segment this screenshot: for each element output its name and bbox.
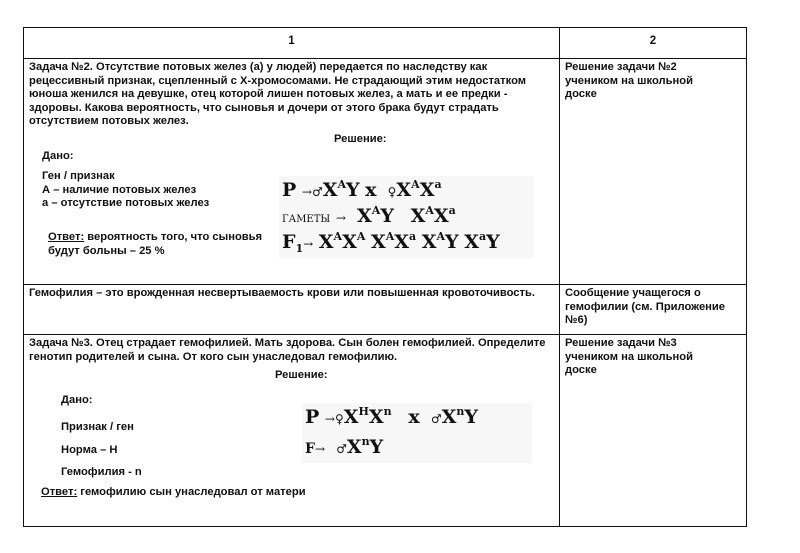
parents-line (282, 178, 442, 201)
task-3-answer (41, 486, 441, 500)
allele: A (333, 230, 343, 243)
allele: A (385, 230, 395, 243)
lesson-table (23, 27, 747, 527)
allele: A (425, 204, 434, 217)
column-header-1: 1 (288, 35, 295, 47)
chromosome: Y (346, 179, 360, 201)
answer-label: Ответ: (41, 486, 78, 498)
allele: n (383, 405, 392, 418)
chromosome: X (396, 179, 412, 201)
given-line: Ген / признак (42, 170, 115, 182)
male-icon: ♂ (311, 185, 323, 199)
task-3-given-list (61, 416, 261, 484)
task-2-genetics-formula (279, 176, 534, 258)
chromosome: X (441, 406, 457, 428)
allele: A (356, 230, 366, 243)
male-icon: ♂ (336, 442, 347, 456)
chromosome: X (410, 205, 426, 227)
task-2-solution-label: Решение: (334, 133, 387, 145)
given-line: а – отсутствие потовых желез (42, 197, 210, 210)
f1-subscript: 1 (295, 242, 304, 255)
arrow-icon: → (324, 412, 335, 426)
allele: H (358, 405, 369, 418)
header-divider (24, 58, 746, 59)
p-label: P (282, 179, 297, 201)
task-3-genetics-formula (302, 403, 532, 463)
chromosome: X (357, 205, 372, 227)
allele: A (337, 178, 346, 191)
female-icon: ♀ (387, 185, 397, 199)
chromosome: X (322, 179, 338, 201)
chromosome: Y (464, 406, 478, 428)
allele: n (456, 405, 465, 418)
allele: A (371, 204, 381, 217)
chromosome: X (343, 406, 359, 428)
chromosome: X (433, 205, 449, 227)
f-label: F (305, 441, 315, 457)
task-2-note: Решение задачи №2 учеником на школьной доске (565, 61, 693, 101)
task-2-text: Задача №2. Отсутствие потовых желез (а) у людей) передается по наследству как рецессивный признак, сцепленный с Х-хромосомами. Не страдающий этим недостатком юноша женился на девушке, отец которой лишен потовых желез, а мать и ее предки - здоровы. Какова вероятность, что сыновья и дочери от этого брака будут страдать отсутствием потовых желез. (29, 61, 527, 128)
allele: a (478, 230, 487, 243)
f1-label: F (282, 231, 296, 253)
chromosome: X (421, 231, 437, 253)
gametes-line (282, 204, 456, 227)
hemophilia-definition: Гемофилия – это врожденная несвертываемость крови или повышенная кровоточивость. (29, 287, 535, 299)
column-divider (559, 28, 560, 526)
chromosome: Y (369, 436, 384, 458)
allele: n (361, 435, 370, 448)
gametes-label: ГАМЕТЫ (282, 214, 331, 225)
chromosome: X (419, 179, 435, 201)
task-2-given-label: Дано: (42, 150, 74, 162)
offspring-line (282, 230, 500, 255)
allele: a (409, 230, 417, 243)
chromosome: X (318, 231, 334, 253)
answer-text: вероятность того, что сыновья будут больны – 25 % (48, 231, 263, 257)
chromosome: Y (445, 231, 459, 253)
column-header-2: 2 (649, 35, 657, 47)
cross-sign: x (365, 179, 377, 201)
chromosome: X (346, 436, 362, 458)
answer-text: гемофилию сын унаследовал от матери (77, 486, 306, 498)
arrow-icon: → (314, 442, 326, 456)
given-line: Гемофилия - n (61, 466, 142, 478)
allele: A (411, 178, 420, 191)
chromosome: X (342, 231, 357, 253)
allele: a (448, 204, 456, 217)
given-line: Признак / ген (61, 421, 134, 433)
given-line: А – наличие потовых желез (42, 183, 197, 196)
p-label: P (305, 406, 320, 428)
arrow-icon: → (335, 211, 346, 225)
chromosome: X (370, 231, 386, 253)
row-divider-2 (24, 334, 746, 335)
arrow-icon: → (303, 237, 314, 251)
task-3-given-label: Дано: (61, 394, 93, 406)
allele: a (434, 178, 442, 191)
task-2-given-list (42, 170, 302, 211)
male-icon: ♂ (430, 412, 442, 426)
task-3-solution-label: Решение: (275, 369, 328, 381)
offspring-line (305, 435, 383, 458)
task-3-note: Решение задачи №3 учеником на школьной доске (565, 337, 693, 377)
row-divider-1 (24, 284, 746, 285)
task-3-text: Задача №3. Отец страдает гемофилией. Мать здорова. Сын болен гемофилией. Определите генотип родителей и сына. От кого сын унаследовал гемофилию. (29, 337, 546, 363)
cross-sign: x (408, 406, 420, 428)
chromosome: X (368, 406, 384, 428)
parents-line (305, 405, 478, 428)
task-2-answer (48, 231, 288, 258)
chromosome: Y (380, 205, 394, 227)
answer-label: Ответ: (48, 231, 85, 243)
female-icon: ♀ (334, 412, 344, 426)
chromosome: Y (486, 231, 500, 253)
arrow-icon: → (301, 185, 312, 199)
chromosome: X (394, 231, 410, 253)
allele: A (436, 230, 446, 243)
given-line: Норма – Н (61, 443, 118, 456)
hemophilia-note: Сообщение учащегося о гемофилии (см. Приложение №6) (565, 287, 726, 327)
chromosome: X (464, 231, 479, 253)
